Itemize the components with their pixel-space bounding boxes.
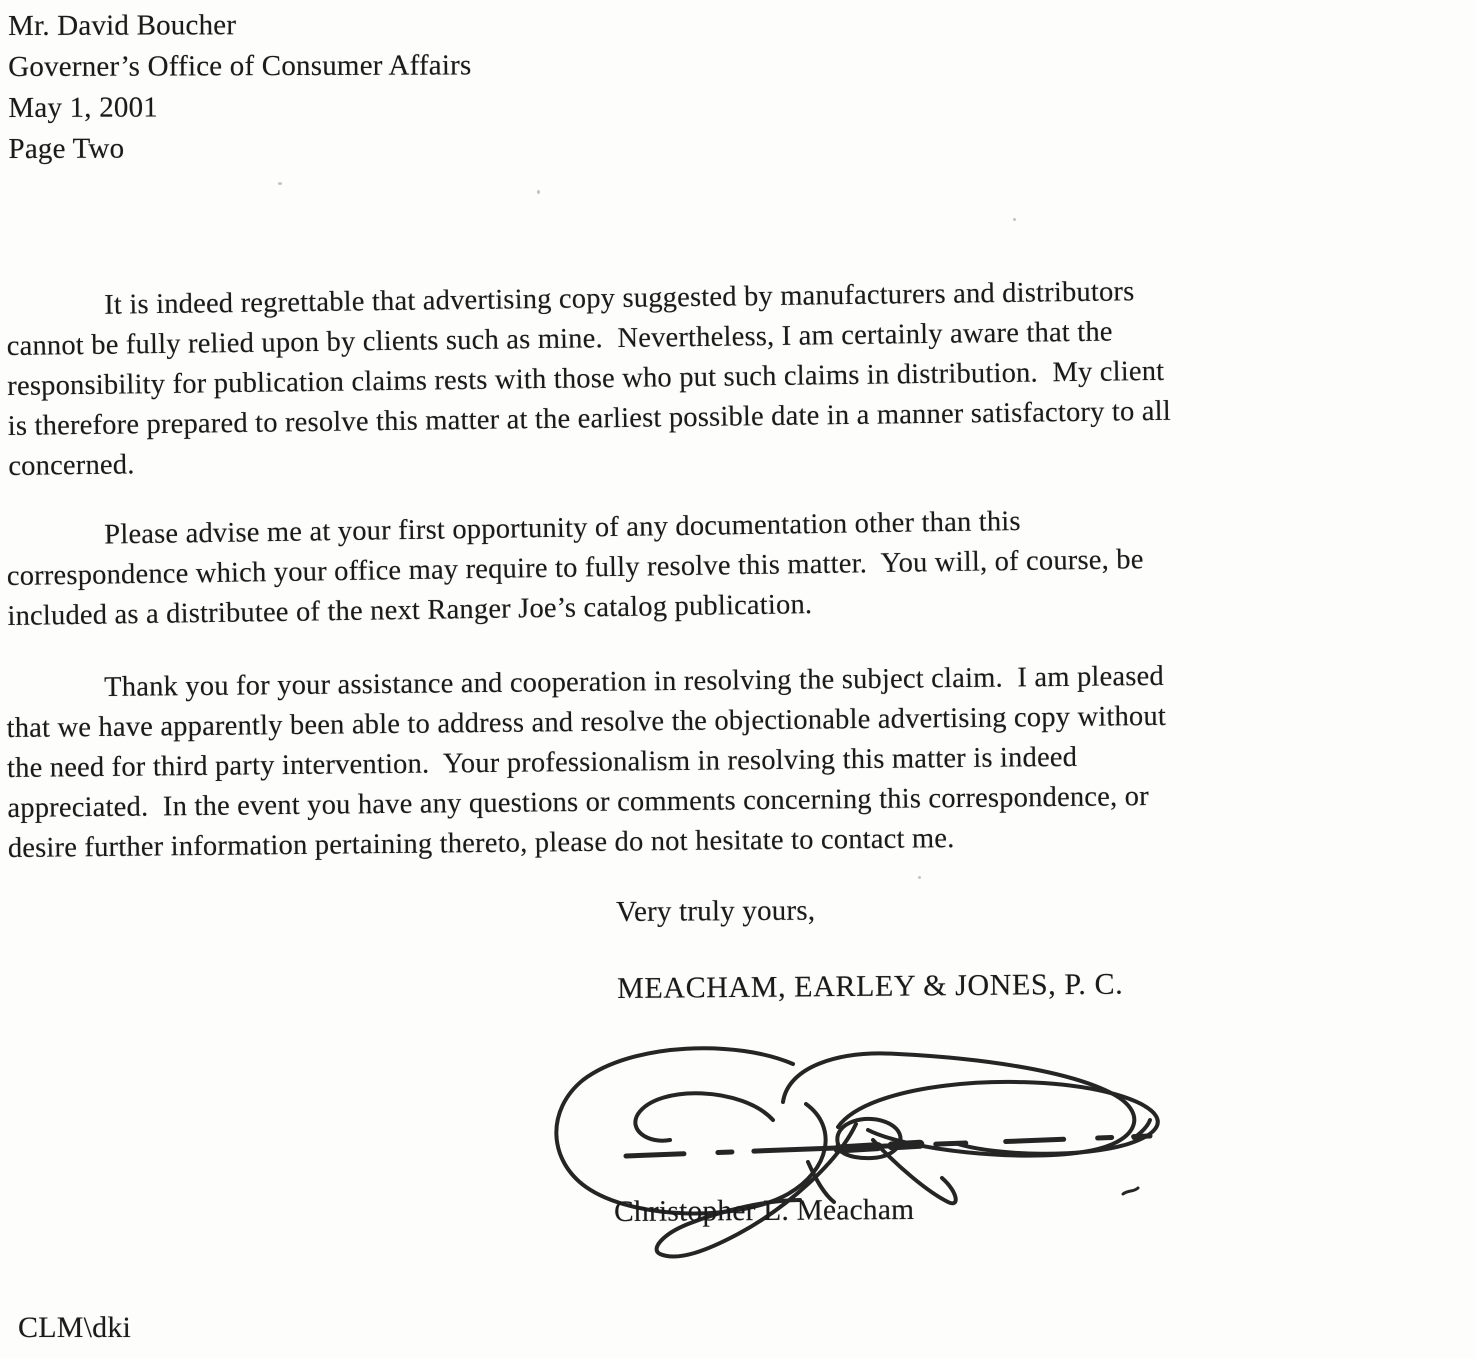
page-number-label: Page Two	[8, 132, 125, 165]
body-paragraph-1: It is indeed regrettable that advertising copy suggested by manufacturers and distributors cannot be fully relied upon by clients such as mine. Nevertheless, I am certainly aware that the responsibility for publication claims rests with those who put such claims in distribution. My client is therefore prepared to resolve this matter at the earliest possible date in a manner satisfactory to all concerned.	[6, 275, 1179, 482]
reference-initials: CLM\dki	[18, 1311, 132, 1344]
body-paragraph-2: Please advise me at your first opportunity of any documentation other than this correspondence which your office may require to fully resolve this matter. You will, of course, be included as a distributee of the next Ranger Joe’s catalog publication.	[6, 505, 1152, 632]
recipient-organization: Governer’s Office of Consumer Affairs	[8, 49, 472, 83]
scan-speck	[278, 182, 282, 185]
body-paragraph-3: Thank you for your assistance and cooperation in resolving the subject claim. I am pleased that we have apparently been able to address and resolve the objectionable advertising copy without the need for third party intervention. Your professionalism in resolving this matter is indeed appreciated. In the event you have any questions or comments concerning this correspondence, or desire further information pertaining thereto, please do not hesitate to contact me.	[6, 660, 1174, 864]
scan-speck	[918, 876, 921, 879]
signature-scrawl	[538, 1032, 1188, 1264]
signer-name: Christopher L. Meacham	[614, 1193, 915, 1228]
scan-speck	[537, 190, 540, 194]
letter-header	[8, 4, 472, 170]
scan-speck	[1013, 218, 1016, 221]
complimentary-closing: Very truly yours,	[616, 894, 816, 928]
recipient-name: Mr. David Boucher	[8, 9, 237, 42]
letter-date: May 1, 2001	[8, 91, 159, 124]
firm-name: MEACHAM, EARLEY & JONES, P. C.	[617, 967, 1124, 1005]
